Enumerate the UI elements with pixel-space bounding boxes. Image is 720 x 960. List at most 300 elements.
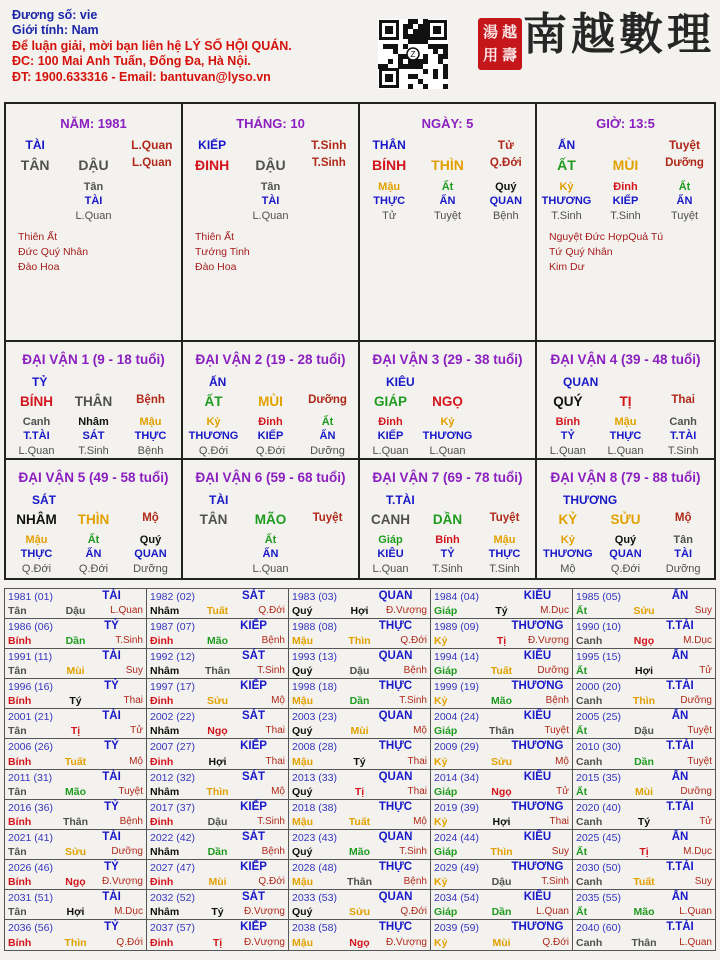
shen-sha: Đức Quý Nhân (18, 246, 89, 258)
dai-van-hidden-stems (8, 533, 179, 547)
year-cell (289, 920, 431, 950)
dai-van-hidden-stages (8, 562, 179, 576)
dai-van-grid (4, 342, 716, 580)
hidden-stage: Dưỡng (665, 563, 701, 575)
dai-van-god: KIÊU (386, 375, 415, 389)
year-stem: Giáp (434, 665, 458, 678)
dai-van-hidden-gods (8, 429, 179, 443)
year-cell (289, 830, 431, 860)
year-cell (5, 860, 147, 890)
year-label: 2022 (42) (150, 831, 195, 844)
year-branch: Mùi (492, 937, 511, 949)
hidden-stem: Ất (264, 534, 277, 546)
year-branch: Tý (69, 695, 82, 708)
year-cell (431, 709, 573, 739)
year-label: 2011 (31) (8, 771, 53, 784)
year-god: THỰC (378, 620, 413, 633)
year-stem: Bính (8, 937, 32, 949)
year-cell (5, 830, 147, 860)
hidden-stem: Mậu (25, 534, 48, 546)
hidden-stage: L.Quan (549, 445, 586, 457)
year-god: QUAN (378, 830, 413, 843)
year-stage: Thai (123, 695, 143, 707)
year-label: 2025 (45) (576, 831, 621, 844)
hidden-god: QUAN (489, 195, 523, 207)
year-god: KIẾP (240, 920, 267, 933)
hidden-stem: Kỷ (560, 534, 575, 546)
hidden-stage: Q.Đới (21, 563, 52, 575)
hidden-god (476, 429, 533, 443)
year-god: ẤN (671, 770, 689, 783)
year-cell (573, 649, 715, 679)
year-stage: Suy (125, 665, 143, 677)
year-cell (573, 920, 715, 950)
year-label: 1991 (11) (8, 651, 53, 664)
year-stage: Đ.Vượng (385, 605, 427, 617)
year-cell (289, 709, 431, 739)
year-pillar (434, 695, 569, 707)
pillar-title: NĂM: 1981 (60, 116, 127, 131)
ten-god: Tử (497, 138, 514, 152)
life-stage: Dưỡng (665, 157, 704, 169)
year-stage: Đ.Vượng (243, 937, 285, 948)
year-branch: Mão (348, 845, 370, 858)
pillar-gods-row (183, 138, 358, 152)
year-pillar (8, 876, 143, 888)
year-stage: Đ.Vượng (243, 905, 285, 917)
dai-van-hidden-gods (362, 547, 533, 561)
year-stage: Q.Đới (258, 605, 285, 617)
year-god: SÁT (242, 590, 265, 602)
year-cell (431, 649, 573, 679)
header-info (12, 8, 292, 85)
four-pillars (4, 102, 716, 342)
year-branch: Dậu (65, 605, 86, 618)
year-pillar (150, 756, 285, 768)
hidden-stage: L.Quan (429, 445, 466, 457)
year-label: 2034 (54) (434, 891, 479, 904)
year-cell (573, 800, 715, 830)
year-branch: Mùi (208, 875, 227, 888)
pillar-title: THÁNG: 10 (236, 116, 305, 131)
year-stem: Mậu (292, 815, 313, 828)
life-stage: L.Quan (132, 157, 172, 169)
dai-van-chars (185, 512, 356, 527)
heavenly-stem: ẤT (557, 157, 576, 173)
dai-van-chars (362, 394, 533, 409)
seal-char: 越 (501, 23, 517, 41)
earthly-branch: THÌN (77, 512, 110, 527)
year-stem: Canh (576, 875, 603, 888)
year-god: THỰC (378, 920, 413, 933)
year-pillar (292, 695, 427, 707)
year-god: TỶ (104, 800, 119, 813)
hidden-stem: Tân (260, 181, 281, 193)
year-pillar (434, 786, 569, 798)
year-stem: Ất (576, 785, 588, 798)
year-cell (147, 619, 289, 649)
year-stem: Canh (576, 695, 603, 708)
hidden-stem: Quý (495, 181, 517, 193)
year-label: 1982 (02) (150, 591, 195, 603)
year-cell (5, 890, 147, 920)
year-stem: Bính (8, 755, 32, 768)
year-label: 2024 (44) (434, 831, 479, 844)
year-pillar (576, 725, 712, 737)
hidden-god: KIẾP (257, 430, 284, 442)
year-stem: Tân (8, 785, 27, 798)
year-label: 2015 (35) (576, 771, 621, 784)
year-cell (289, 679, 431, 709)
year-stem: Đinh (150, 755, 174, 768)
hidden-god: TÀI (261, 195, 280, 207)
year-pillar (434, 937, 569, 949)
year-pillar (576, 876, 712, 888)
year-stem: Bính (8, 635, 32, 648)
year-god: THƯƠNG (511, 620, 564, 633)
hidden-god (185, 547, 242, 561)
year-god: TÀI (102, 590, 121, 602)
hidden-stem: Đinh (258, 416, 283, 428)
year-cell (289, 860, 431, 890)
year-cell (573, 679, 715, 709)
year-god: KIÊU (523, 590, 552, 602)
ten-god: L.Quan (131, 138, 173, 152)
hidden-stem: Nhâm (78, 416, 109, 428)
year-pillar (150, 906, 285, 918)
dai-van-title: ĐẠI VẬN 7 (69 - 78 tuổi) (372, 470, 523, 485)
year-stage: Thai (407, 755, 427, 767)
pillar-chars-row (360, 157, 535, 173)
year-branch: Hợi (350, 605, 369, 618)
year-cell (5, 589, 147, 619)
year-label: 2017 (37) (150, 801, 195, 814)
year-stem: Ất (576, 905, 588, 918)
year-stage: M.Dục (683, 845, 712, 857)
year-stage: T.Sinh (257, 815, 285, 827)
year-stem: Tân (8, 845, 27, 858)
year-cell (147, 679, 289, 709)
year-stage: Thai (549, 815, 569, 827)
year-branch: Tuất (348, 815, 371, 828)
hidden-stem: Kỷ (440, 416, 455, 428)
year-branch: Ngọ (207, 725, 228, 738)
earthly-branch: DẦN (432, 512, 463, 527)
year-pillar (292, 816, 427, 828)
year-label: 2020 (40) (576, 801, 621, 814)
year-branch: Sửu (64, 845, 86, 858)
hidden-god (300, 194, 358, 208)
year-god: SÁT (242, 770, 265, 783)
hidden-stage: Tuyệt (433, 210, 462, 222)
year-branch: Ngọ (65, 875, 86, 888)
hidden-stem: Quý (139, 534, 162, 546)
year-branch: Tị (496, 635, 507, 648)
hidden-stems-row (183, 180, 358, 194)
year-stage: Đ.Vượng (527, 635, 569, 647)
hidden-god: KIẾP (612, 195, 639, 207)
hidden-god: T.TÀI (670, 430, 697, 442)
hidden-god: THƯƠNG (188, 430, 239, 442)
hidden-stage: T.Sinh (489, 563, 520, 575)
hidden-god (299, 547, 356, 561)
dai-van-hidden-gods (362, 429, 533, 443)
dai-van-hidden-stages (362, 444, 533, 458)
contact-line: Để luận giải, mời bạn liên hệ LÝ SỐ HỘI QUÁN. (12, 38, 292, 53)
pillar-gods-row (360, 138, 535, 152)
hidden-stage: Tử (382, 210, 397, 222)
hidden-stage: Mộ (560, 563, 576, 575)
hidden-stem (6, 180, 64, 194)
year-stage: Suy (694, 875, 712, 887)
hidden-stem: Kỷ (206, 416, 221, 428)
year-stem: Giáp (434, 785, 458, 798)
phone-email-line[interactable]: ĐT: 1900.633316 - Email: bantuvan@lyso.vn (12, 69, 271, 84)
year-stem: Mậu (292, 875, 313, 888)
owner-name: Đương số: vie (12, 8, 98, 22)
year-god: THƯƠNG (511, 800, 564, 813)
hidden-god: THỰC (20, 548, 53, 560)
year-stem: Giáp (434, 605, 458, 618)
year-branch: Thân (346, 875, 373, 888)
year-stem: Nhâm (150, 665, 180, 678)
year-god: T.TÀI (666, 860, 694, 873)
qr-code-icon[interactable] (378, 19, 448, 89)
year-label: 2028 (48) (292, 861, 337, 874)
year-pillar (8, 786, 143, 798)
hidden-god: T.TÀI (23, 430, 50, 442)
hidden-god: TÀI (84, 195, 103, 207)
year-cell (573, 739, 715, 769)
year-stem: Kỷ (434, 695, 448, 708)
pillar-2 (360, 104, 537, 340)
hidden-stage: T.Sinh (551, 210, 582, 222)
year-stem: Nhâm (150, 725, 180, 738)
ten-god (64, 138, 122, 152)
hidden-stage: T.Sinh (78, 445, 109, 457)
hidden-god: ẤN (319, 430, 336, 442)
earthly-branch: MÙI (258, 394, 283, 409)
dai-van-hidden-stages (185, 444, 356, 458)
year-stem: Quý (292, 905, 313, 918)
year-stem: Đinh (150, 815, 174, 828)
hidden-god: THỰC (134, 430, 167, 442)
year-pillar (8, 725, 143, 737)
year-god: THỰC (378, 800, 413, 813)
year-god: ẤN (671, 830, 689, 843)
year-stem: Nhâm (150, 845, 180, 858)
seal-char: 壽 (501, 46, 517, 64)
year-pillar (434, 605, 569, 617)
dai-van-chars (362, 512, 533, 527)
dai-van-3 (360, 342, 537, 460)
year-pillar (292, 786, 427, 798)
life-stage (476, 394, 533, 409)
hidden-stem: Bính (435, 534, 460, 546)
hidden-stem (300, 180, 358, 194)
year-cell (147, 770, 289, 800)
year-branch: Tị (639, 845, 649, 858)
heavenly-stem: TÂN (199, 512, 228, 527)
hidden-god: QUAN (134, 548, 167, 560)
year-stem: Đinh (150, 635, 174, 648)
dai-van-title: ĐẠI VẬN 6 (59 - 68 tuổi) (195, 470, 346, 485)
year-stem: Tân (8, 725, 27, 738)
hidden-stage: Bệnh (137, 445, 164, 457)
year-cell (5, 770, 147, 800)
year-label: 1995 (15) (576, 651, 621, 664)
year-pillar (150, 665, 285, 677)
year-label: 2031 (51) (8, 891, 53, 904)
year-pillar (434, 665, 569, 677)
hidden-stem (123, 180, 181, 194)
year-stage: Thai (265, 725, 285, 737)
year-god: QUAN (378, 590, 413, 602)
hidden-god: THƯƠNG (541, 195, 592, 207)
year-stem: Bính (8, 695, 32, 708)
hidden-stage: Q.Đới (198, 445, 229, 457)
year-stage: Mộ (129, 755, 143, 767)
hidden-stem (185, 533, 242, 547)
year-label: 2023 (43) (292, 831, 337, 844)
hidden-gods-row (360, 194, 535, 208)
year-pillar (150, 605, 285, 617)
year-label: 2021 (41) (8, 831, 53, 844)
year-cell (147, 709, 289, 739)
hidden-stage (6, 209, 64, 223)
year-pillar (576, 846, 712, 858)
year-stage: Q.Đới (116, 937, 143, 948)
ten-god: T.Sinh (311, 138, 347, 152)
year-label: 1989 (09) (434, 621, 479, 634)
year-label: 2013 (33) (292, 771, 337, 784)
year-pillar (434, 876, 569, 888)
hidden-god: TÀI (674, 548, 693, 560)
dai-van-hidden-stems (539, 533, 712, 547)
year-label: 2038 (58) (292, 921, 337, 934)
year-stage: Dưỡng (680, 785, 712, 797)
pillar-title: NGÀY: 5 (421, 116, 474, 131)
year-stage: Tử (130, 725, 143, 737)
dai-van-title: ĐẠI VẬN 3 (29 - 38 tuổi) (372, 352, 523, 367)
year-god: KIẾP (240, 740, 267, 753)
year-pillar (292, 876, 427, 888)
year-branch: Sửu (206, 695, 228, 708)
year-god: THƯƠNG (511, 860, 564, 873)
year-god: THỰC (378, 860, 413, 873)
year-stem: Ất (576, 665, 588, 678)
year-pillar (434, 756, 569, 768)
hidden-stem: Đinh (613, 181, 638, 193)
year-branch: Tuất (64, 755, 87, 768)
dai-van-god: THƯƠNG (563, 493, 618, 507)
year-stem: Canh (576, 815, 603, 828)
year-branch: Tị (354, 785, 365, 798)
year-god: KIÊU (523, 890, 552, 903)
year-pillar (292, 846, 427, 858)
heavenly-stem: QUÝ (553, 394, 583, 409)
earthly-branch: DẬU (255, 157, 286, 173)
hidden-stem: Canh (22, 416, 51, 428)
year-pillar (8, 756, 143, 768)
year-stem: Ất (576, 725, 588, 738)
dai-van-god: SÁT (32, 493, 56, 507)
hidden-stems-row (537, 180, 714, 194)
hidden-stage (476, 444, 533, 458)
pillar-1 (183, 104, 360, 340)
hidden-stage: L.Quan (75, 210, 112, 222)
dai-van-hidden-gods (8, 547, 179, 561)
shen-sha: Thiên Ất (195, 231, 235, 243)
dai-van-hidden-stems (8, 415, 179, 429)
year-label: 2009 (29) (434, 741, 479, 754)
year-cell (5, 800, 147, 830)
year-god: KIÊU (523, 650, 552, 663)
year-label: 1994 (14) (434, 651, 479, 664)
year-pillar (292, 605, 427, 617)
year-label: 2014 (34) (434, 771, 479, 784)
year-pillar (292, 665, 427, 677)
year-god: THƯƠNG (511, 680, 564, 693)
year-cell (431, 800, 573, 830)
year-branch: Hợi (66, 905, 85, 918)
ten-god (418, 138, 476, 152)
year-god: QUAN (378, 650, 413, 663)
ten-god (241, 138, 299, 152)
year-cell (289, 890, 431, 920)
year-label: 1985 (05) (576, 591, 621, 603)
year-stem: Đinh (150, 937, 174, 949)
ten-god: TÀI (25, 138, 45, 152)
year-stem: Bính (8, 875, 32, 888)
year-god: KIẾP (240, 860, 267, 873)
year-branch: Dậu (207, 815, 228, 828)
dai-van-hidden-stages (8, 444, 179, 458)
year-stage: Thai (407, 785, 427, 797)
year-stem: Mậu (292, 755, 313, 768)
brand-logo: 南越數理 (523, 9, 715, 60)
year-stage: Thai (265, 755, 285, 767)
year-branch: Thìn (206, 785, 229, 798)
year-stage: T.Sinh (541, 875, 569, 887)
hidden-stem: Ất (321, 416, 334, 428)
year-cell (147, 800, 289, 830)
hidden-god: THỰC (609, 430, 642, 442)
hidden-stem (299, 533, 356, 547)
year-label: 2002 (22) (150, 711, 195, 724)
year-god: SÁT (242, 710, 265, 723)
hidden-stage: L.Quan (607, 445, 644, 457)
year-label: 2039 (59) (434, 921, 479, 934)
dai-van-hidden-gods (185, 429, 356, 443)
year-branch: Tý (637, 815, 651, 828)
pillar-gods-row (537, 138, 714, 152)
year-cell (431, 890, 573, 920)
dai-van-8 (537, 460, 714, 578)
heavenly-stem: ĐINH (195, 157, 230, 173)
year-branch: Mùi (634, 785, 654, 798)
year-cell (289, 800, 431, 830)
year-pillar (292, 937, 427, 949)
hidden-stage (123, 209, 181, 223)
year-god: KIÊU (523, 710, 552, 723)
year-branch: Thân (62, 815, 89, 828)
dai-van-title: ĐẠI VẬN 8 (79 - 88 tuổi) (550, 470, 701, 485)
hidden-stem: Tân (673, 534, 693, 546)
heavenly-stem: ẤT (204, 394, 223, 409)
year-label: 1988 (08) (292, 621, 337, 634)
hidden-stem: Mậu (378, 181, 401, 193)
